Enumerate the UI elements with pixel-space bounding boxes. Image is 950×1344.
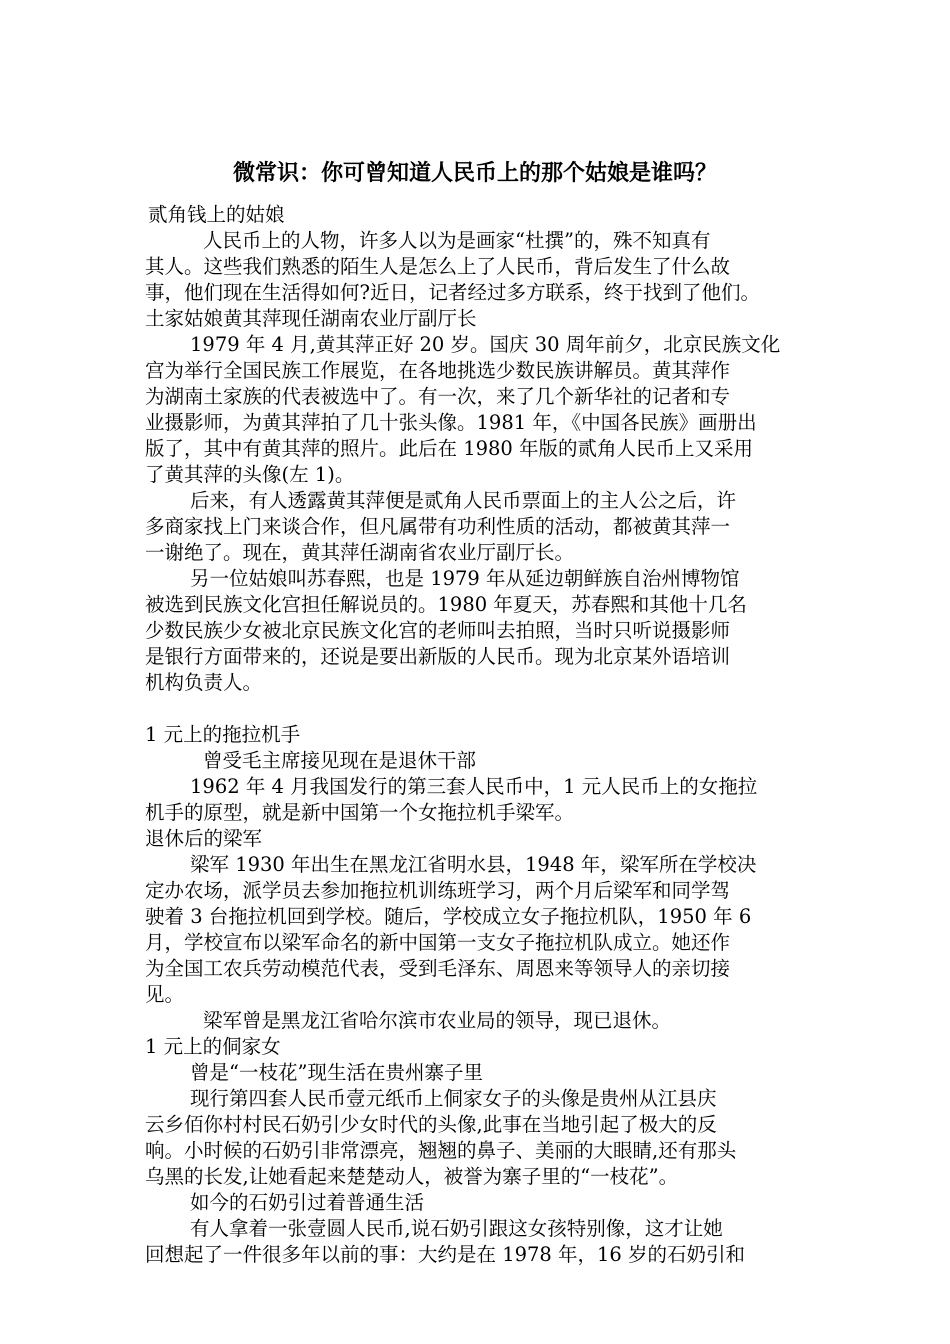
paragraph-line: 机手的原型，就是新中国第一个女拖拉机手梁军。 (145, 801, 575, 824)
paragraph-line: 一谢绝了。现在，黄其萍任湖南省农业厅副厅长。 (145, 541, 575, 564)
paragraph-line: 机构负责人。 (145, 671, 263, 694)
section-heading: 退休后的梁军 (145, 827, 263, 850)
paragraph-line: 有人拿着一张壹圆人民币,说石奶引跟这女孩特别像，这才让她 (190, 1217, 723, 1240)
paragraph-line: 现行第四套人民币壹元纸币上侗家女子的头像是贵州从江县庆 (190, 1087, 717, 1110)
paragraph-line: 了黄其萍的头像(左 1)。 (145, 463, 355, 486)
paragraph-line: 为全国工农兵劳动模范代表，受到毛泽东、周恩来等领导人的亲切接 (145, 957, 731, 980)
paragraph-line: 回想起了一件很多年以前的事：大约是在 1978 年，16 岁的石奶引和 (145, 1243, 746, 1266)
paragraph-line: 另一位姑娘叫苏春熙，也是 1979 年从延边朝鲜族自治州博物馆 (190, 567, 740, 590)
paragraph-line: 版了，其中有黄其萍的照片。此后在 1980 年版的贰角人民币上又采用 (145, 437, 754, 460)
paragraph-line: 事，他们现在生活得如何?近日，记者经过多方联系，终于找到了他们。 (145, 281, 760, 304)
paragraph-line: 梁军曾是黑龙江省哈尔滨市农业局的领导，现已退休。 (203, 1009, 672, 1032)
paragraph-line: 驶着 3 台拖拉机回到学校。随后，学校成立女子拖拉机队，1950 年 6 (145, 905, 752, 928)
document-title: 微常识：你可曾知道人民币上的那个姑娘是谁吗？ (232, 160, 717, 186)
section-heading: 土家姑娘黄其萍现任湖南农业厅副厅长 (145, 307, 477, 330)
paragraph-line: 定办农场，派学员去参加拖拉机训练班学习，两个月后梁军和同学驾 (145, 879, 731, 902)
section-subheading: 如今的石奶引过着普通生活 (190, 1191, 425, 1214)
paragraph-line: 乌黑的长发,让她看起来楚楚动人，被誉为寨子里的“一枝花”。 (145, 1165, 679, 1188)
paragraph-line: 业摄影师，为黄其萍拍了几十张头像。1981 年，《中国各民族》画册出 (145, 411, 757, 434)
section-heading: 贰角钱上的姑娘 (148, 203, 285, 226)
paragraph-line: 月，学校宣布以梁军命名的新中国第一支女子拖拉机队成立。她还作 (145, 931, 731, 954)
paragraph-line: 见。 (145, 983, 185, 1006)
paragraph-line: 人民币上的人物，许多人以为是画家“杜撰”的，殊不知真有 (203, 229, 711, 252)
paragraph-line: 被选到民族文化宫担任解说员的。1980 年夏天，苏春熙和其他十几名 (145, 593, 747, 616)
section-subheading: 曾是“一枝花”现生活在贵州寨子里 (190, 1061, 483, 1084)
section-heading: 1 元上的侗家女 (145, 1035, 281, 1058)
paragraph-line: 少数民族少女被北京民族文化宫的老师叫去拍照，当时只听说摄影师 (145, 619, 731, 642)
paragraph-line: 1962 年 4 月我国发行的第三套人民币中，1 元人民币上的女拖拉 (190, 775, 758, 798)
paragraph-line: 其人。这些我们熟悉的陌生人是怎么上了人民币，背后发生了什么故 (145, 255, 731, 278)
paragraph-line: 后来，有人透露黄其萍便是贰角人民币票面上的主人公之后，许 (190, 489, 737, 512)
paragraph-line: 是银行方面带来的，还说是要出新版的人民币。现为北京某外语培训 (145, 645, 731, 668)
section-heading: 1 元上的拖拉机手 (145, 723, 301, 746)
paragraph-line: 1979 年 4 月,黄其萍正好 20 岁。国庆 30 周年前夕，北京民族文化 (190, 333, 781, 356)
section-subheading: 曾受毛主席接见现在是退休干部 (203, 749, 477, 772)
paragraph-line: 响。小时候的石奶引非常漂亮，翘翘的鼻子、美丽的大眼睛,还有那头 (145, 1139, 737, 1162)
paragraph-line: 宫为举行全国民族工作展览，在各地挑选少数民族讲解员。黄其萍作 (145, 359, 731, 382)
paragraph-line: 云乡佰你村村民石奶引少女时代的头像,此事在当地引起了极大的反 (145, 1113, 717, 1136)
paragraph-line: 多商家找上门来谈合作，但凡属带有功利性质的活动，都被黄其萍一 (145, 515, 731, 538)
paragraph-line: 为湖南土家族的代表被选中了。有一次，来了几个新华社的记者和专 (145, 385, 731, 408)
paragraph-line: 梁军 1930 年出生在黑龙江省明水县，1948 年，梁军所在学校决 (190, 853, 757, 876)
